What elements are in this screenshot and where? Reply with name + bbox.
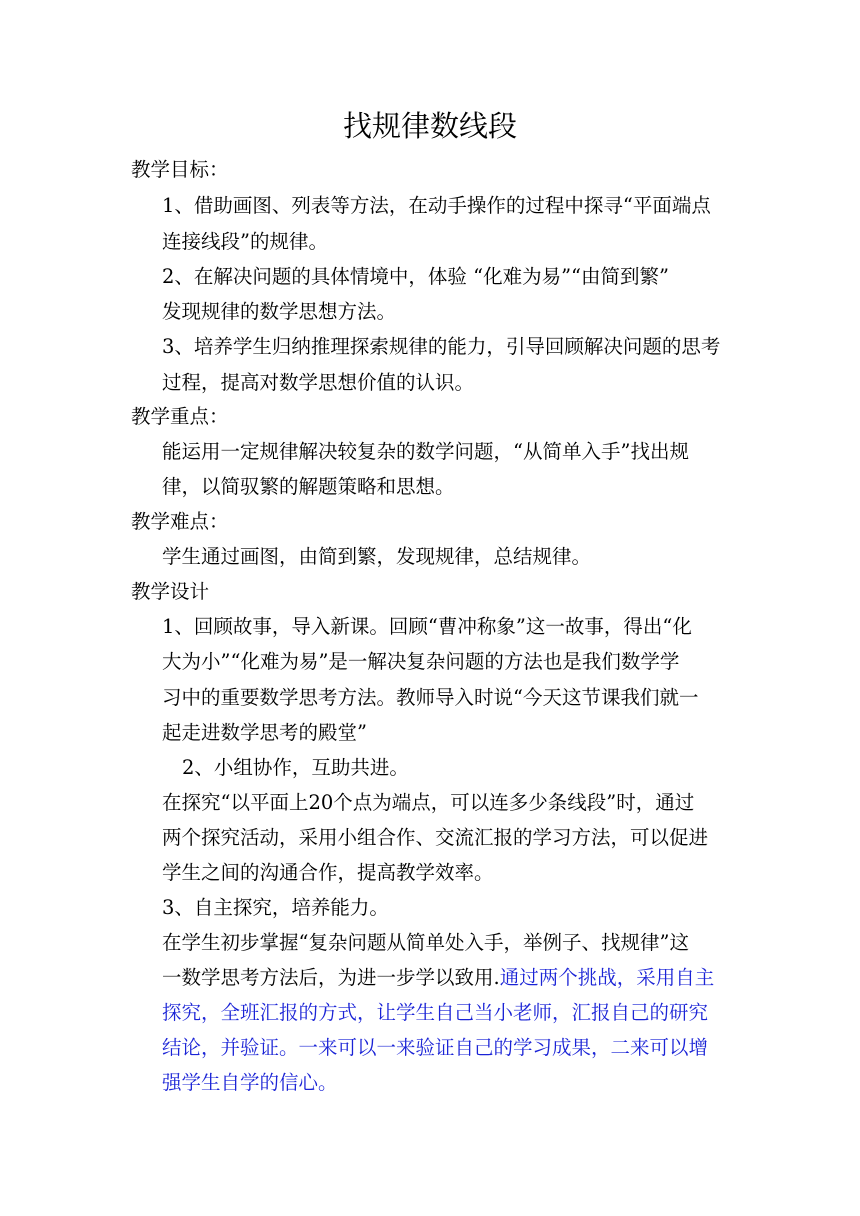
paragraph-line: 连接线段”的规律。 [162,230,328,253]
paragraph-line: 习中的重要数学思考方法。教师导入时说“今天这节课我们就一 [162,686,699,709]
paragraph-line: 2、小组协作，互助共进。 [182,756,409,779]
paragraph-line: 3、自主探究，培养能力。 [162,896,389,919]
highlighted-text: 结论，并验证。一来可以一来验证自己的学习成果，二来可以增 [162,1036,709,1059]
paragraph-line: 学生之间的沟通合作，提高教学效率。 [162,861,494,884]
paragraph-line: 2、在解决问题的具体情境中，体验 “化难为易”“由简到繁” [162,265,669,288]
highlighted-text: 通过两个挑战，采用自主 [499,966,715,989]
highlighted-text: 探究，全班汇报的方式，让学生自己当小老师，汇报自己的研究 [162,1001,709,1024]
paragraph-line: 发现规律的数学思想方法。 [162,300,397,323]
paragraph-line: 过程，提高对数学思想价值的认识。 [162,371,475,394]
section-heading-design: 教学设计 [131,580,210,603]
paragraph-line: 在学生初步掌握“复杂问题从简单处入手，举例子、找规律”这 [162,931,689,954]
paragraph-line: 起走进数学思考的殿堂” [162,721,367,744]
paragraph-line: 3、培养学生归纳推理探索规律的能力，引导回顾解决问题的思考 [162,335,721,358]
paragraph-line: 1、回顾故事，导入新课。回顾“曹冲称象”这一故事，得出“化 [162,615,692,638]
paragraph-line: 律，以简驭繁的解题策略和思想。 [162,475,455,498]
document-title: 找规律数线段 [342,109,517,143]
paragraph-line: 两个探究活动，采用小组合作、交流汇报的学习方法，可以促进 [162,826,709,849]
paragraph-line: 1、借助画图、列表等方法，在动手操作的过程中探寻“平面端点 [162,194,711,217]
paragraph-line: 学生通过画图，由简到繁，发现规律，总结规律。 [162,545,592,568]
section-heading-difficulties: 教学难点： [131,510,229,533]
section-heading-objectives: 教学目标： [131,158,229,181]
highlighted-text: 强学生自学的信心。 [162,1071,338,1094]
paragraph-line: 大为小”“化难为易”是一解决复杂问题的方法也是我们数学学 [162,650,680,673]
paragraph-line [162,963,714,993]
section-heading-key-points: 教学重点： [131,405,229,428]
paragraph-line: 能运用一定规律解决较复杂的数学问题，“从简单入手”找出规 [162,440,689,463]
paragraph-line: 在探究“以平面上20个点为端点，可以连多少条线段”时，通过 [162,791,695,814]
paragraph-text: 一数学思考方法后，为进一步学以致用. [162,966,500,989]
